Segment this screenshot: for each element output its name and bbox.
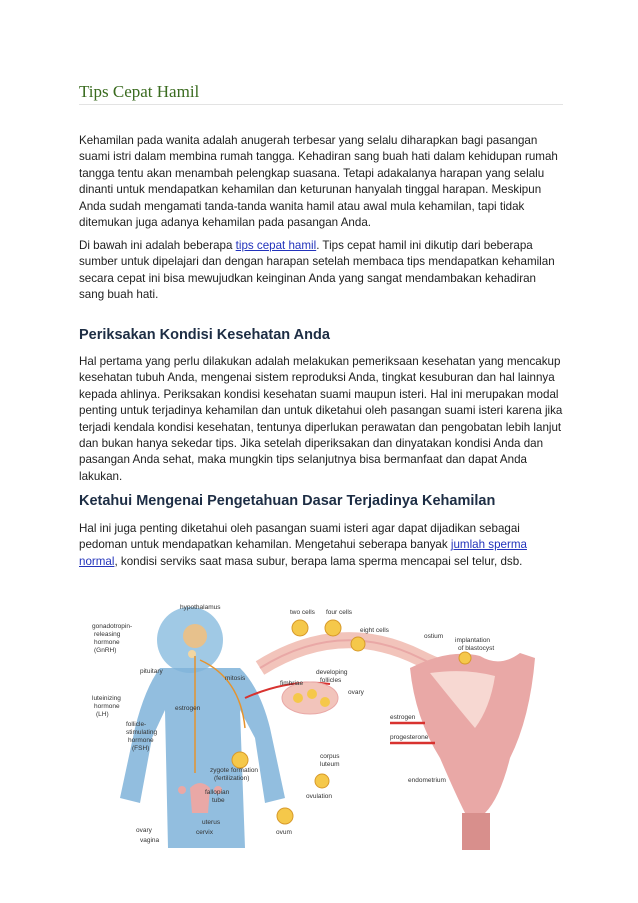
label-mitosis: mitosis bbox=[225, 675, 246, 682]
label-ovary-top: ovary bbox=[348, 689, 364, 696]
section-heading-health: Periksakan Kondisi Kesehatan Anda bbox=[79, 327, 330, 343]
eight-cells-icon bbox=[351, 637, 365, 651]
label-gnrh-4: (GnRH) bbox=[94, 647, 117, 654]
uterus-illustration bbox=[410, 652, 535, 850]
label-gnrh-2: releasing bbox=[94, 631, 121, 638]
label-lh-2: hormone bbox=[94, 703, 120, 710]
section-health-body: Hal pertama yang perlu dilakukan adalah melakukan pemeriksaan kesehatan yang mencakup kesehatan tubuh Anda, mengenai sistem reproduksi Anda, tingkat kesuburan dan hal lainnya kepada ahlinya. Periksakan kondisi kesehatan suami maupun isteri. Hal ini merupakan modal penting untuk terjadinya kehamilan dan untuk diketahui oleh pasangan suami isteri karena jika terjadi kendala kondisi kesehatan, tentunya diperlukan perawatan dan pengobatan lebih lanjut dan bukan hanya sekedar tips. Jika setelah diperiksakan dan dinyatakan kondisi Anda dan pasangan Anda sehat, maka mungkin tips selanjutnya bisa bermanfaat dan dapat Anda lakukan. bbox=[79, 355, 563, 483]
label-uterus: uterus bbox=[202, 819, 221, 826]
reproduction-diagram-svg bbox=[90, 598, 540, 850]
label-ovary-bottom: ovary bbox=[136, 827, 152, 834]
label-ovum: ovum bbox=[276, 829, 292, 836]
label-pituitary: pituitary bbox=[140, 668, 163, 675]
label-gnrh-3: hormone bbox=[94, 639, 120, 646]
label-zygote-1: zygote formation bbox=[210, 767, 259, 774]
section-basics-body bbox=[79, 521, 563, 570]
ovum-icon bbox=[277, 808, 293, 824]
label-ovulation: ovulation bbox=[306, 793, 333, 800]
label-hypothalamus: hypothalamus bbox=[180, 604, 221, 611]
label-implantation-1: implantation bbox=[455, 637, 491, 644]
label-developing-follicles-1: developing bbox=[316, 669, 348, 676]
ovulation-icon bbox=[315, 774, 329, 788]
tips-intro-paragraph bbox=[79, 238, 563, 304]
label-gnrh-1: gonadotropin- bbox=[92, 623, 133, 630]
label-ostium: ostium bbox=[424, 633, 444, 640]
intro-paragraph: Kehamilan pada wanita adalah anugerah terbesar yang selalu diharapkan bagi pasangan suami istri dalam membina rumah tangga. Kehadiran sang buah hati dalam kehidupan rumah tangga tentu akan menambah pelengkap suasana. Tetapi adakalanya harapan yang selalu dinanti untuk mendapatkan kehamilan dan keturunan hanyalah tinggal harapan. Meskipun Anda sudah mengamati tanda-tanda wanita hamil atau awal mula kehamilan, tapi tidak ditemukan juga adanya kehamilan pada pasangan Anda. bbox=[79, 134, 558, 230]
section-basics-text-rest: , kondisi serviks saat masa subur, berapa lama sperma mencapai sel telur, dsb. bbox=[114, 554, 523, 568]
label-zygote-2: (fertilization) bbox=[214, 775, 250, 782]
page-title: Tips Cepat Hamil bbox=[79, 82, 200, 101]
label-implantation-2: of blastocyst bbox=[458, 645, 495, 652]
tips-cepat-hamil-link[interactable]: tips cepat hamil bbox=[235, 239, 317, 252]
four-cells-icon bbox=[325, 620, 341, 636]
label-fsh-2: stimulating bbox=[126, 729, 158, 736]
label-estrogen-right: estrogen bbox=[390, 714, 416, 721]
label-fsh-3: hormone bbox=[128, 737, 154, 744]
label-lh-1: luteinizing bbox=[92, 695, 121, 702]
label-cervix: cervix bbox=[196, 829, 213, 836]
label-fallopian-1: fallopian bbox=[205, 789, 230, 796]
label-developing-follicles-2: follicles bbox=[320, 677, 342, 684]
label-lh-3: (LH) bbox=[96, 711, 109, 718]
label-corpus-luteum-2: luteum bbox=[320, 761, 340, 768]
section-basics-text: Hal ini juga penting diketahui oleh pasangan suami isteri agar dapat dijadikan sebagai pedoman untuk mendapatkan kehamilan. Mengetahui seberapa banyak bbox=[79, 522, 520, 552]
jumlah-sperma-normal-link[interactable]: jumlah sperma normal bbox=[79, 538, 527, 568]
label-progesterone: progesterone bbox=[390, 734, 429, 741]
label-four-cells: four cells bbox=[326, 609, 353, 616]
zygote-icon bbox=[232, 752, 248, 768]
label-eight-cells: eight cells bbox=[360, 627, 389, 634]
label-fsh-1: follicle- bbox=[126, 721, 147, 728]
label-fallopian-2: tube bbox=[212, 797, 225, 804]
label-two-cells: two cells bbox=[290, 609, 315, 616]
tips-intro-text: Di bawah ini adalah beberapa bbox=[79, 239, 236, 252]
label-fimbriae: fimbriae bbox=[280, 680, 304, 687]
tips-intro-text-rest: . Tips cepat hamil ini dikutip dari beberapa sumber untuk dipelajari dan dengan harapan setelah membaca tips mendapatkan kehamilan secara cepat ini bisa mewujudkan keinginan Anda yang sangat mendambakan kehadiran sang buah hati. bbox=[79, 239, 555, 302]
section-heading-basics: Ketahui Mengenai Pengetahuan Dasar Terjadinya Kehamilan bbox=[79, 493, 496, 509]
reproduction-diagram bbox=[90, 598, 540, 850]
label-fsh-4: (FSH) bbox=[132, 745, 150, 752]
label-endometrium: endometrium bbox=[408, 777, 446, 784]
label-vagina: vagina bbox=[140, 837, 160, 844]
label-estrogen-left: estrogen bbox=[175, 705, 201, 712]
label-corpus-luteum-1: corpus bbox=[320, 753, 340, 760]
two-cells-icon bbox=[292, 620, 308, 636]
title-divider bbox=[79, 104, 563, 105]
